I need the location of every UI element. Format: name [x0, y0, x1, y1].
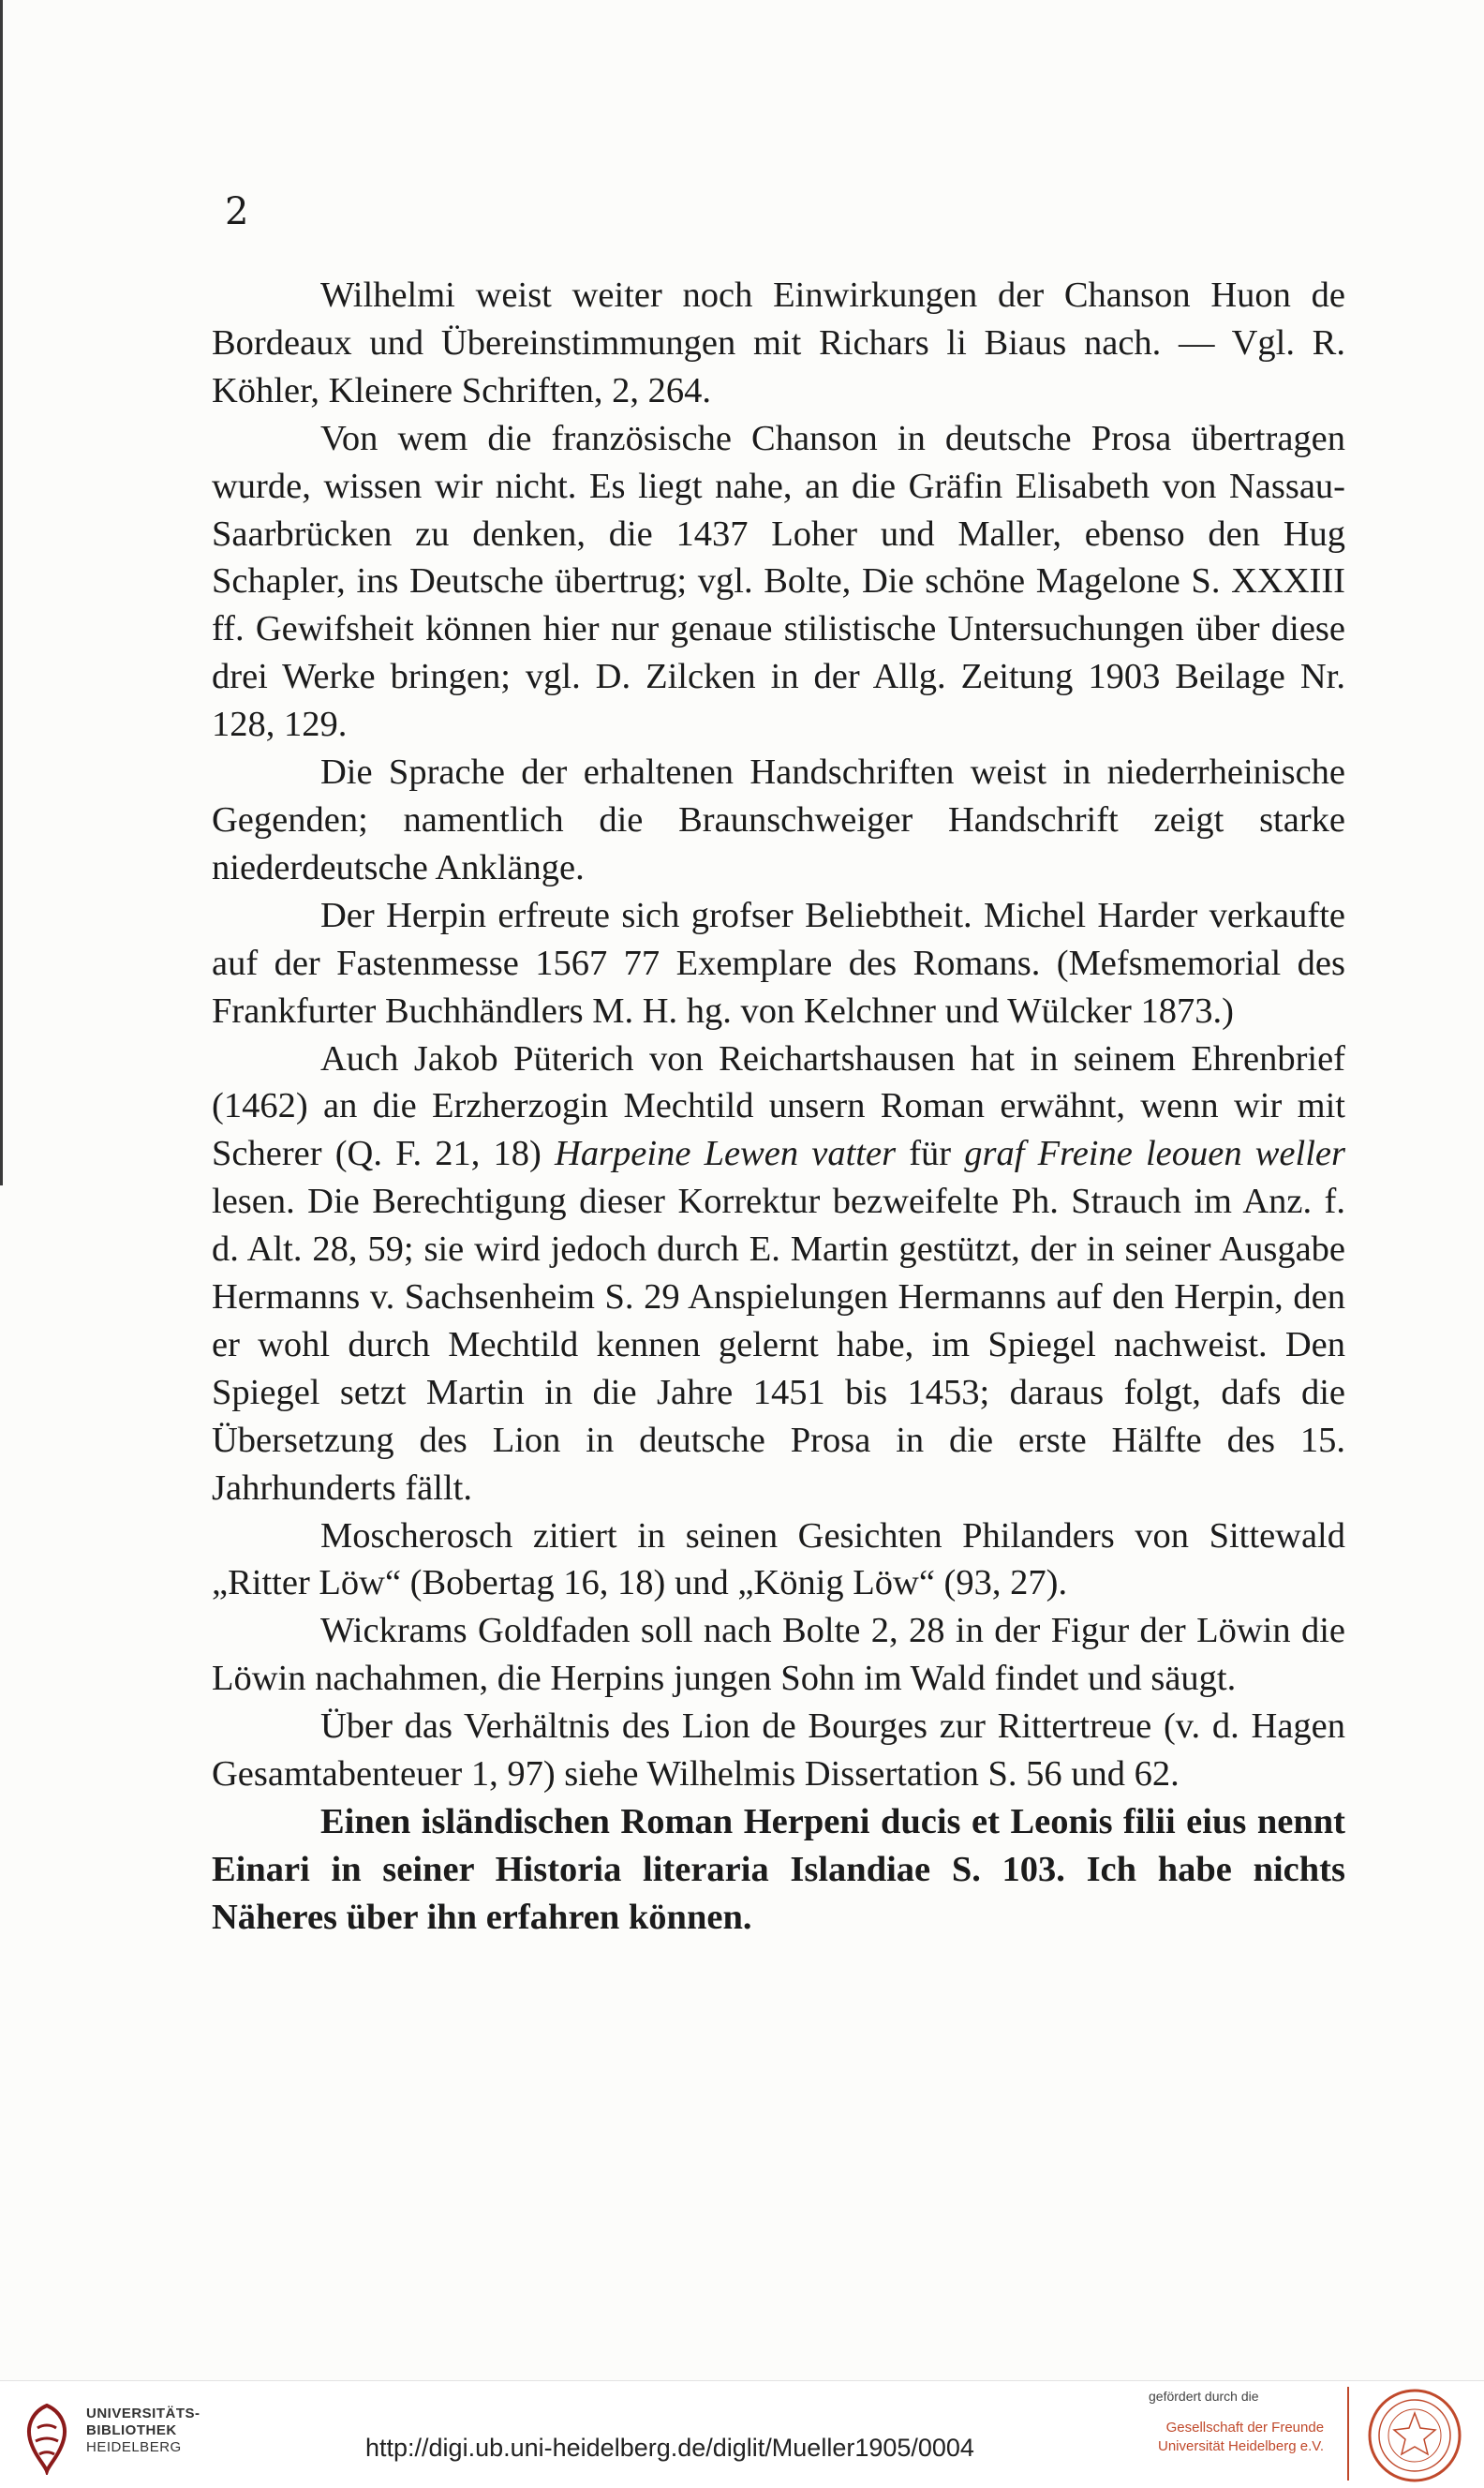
paragraph-wickram: Wickrams Goldfaden soll nach Bolte 2, 28 in der Figur der Löwin die Löwin nachahmen, die Herpins jungen Sohn im Wald findet und säugt.	[212, 1611, 1345, 1699]
sponsor-name-line2: Universität Heidelberg e.V.	[1158, 2438, 1325, 2454]
sponsor-name	[1158, 2419, 1324, 2456]
puterich-italic-2: graf Freine leouen weller	[964, 1134, 1345, 1174]
footer-divider	[1347, 2387, 1349, 2481]
puterich-text-before: Auch Jakob Püterich von Reichartshausen hat in seinem Ehrenbrief (1462) an die Erzherzogin Mechtild unsern Roman erwähnt, wenn wir mit Scherer (Q. F. 21, 18)	[212, 1038, 1345, 1174]
paragraph-language: Die Sprache der erhaltenen Handschriften weist in niederrheinische Gegenden; namentlich die Braunschweiger Handschrift zeigt starke niederdeutsche Anklänge.	[212, 752, 1345, 887]
paragraph-rittertreue: Über das Verhältnis des Lion de Bourges zur Rittertreue (v. d. Hagen Gesamtabenteuer 1, 97) siehe Wilhelmis Dissertation S. 56 und 62.	[212, 1706, 1345, 1795]
sponsor-label: gefördert durch die	[1149, 2389, 1259, 2404]
paragraph-wilhelmi: Wilhelmi weist weiter noch Einwirkungen der Chanson Huon de Bordeaux und Übereinstimmungen mit Richars li Biaus nach. — Vgl. R. Köhler, Kleinere Schriften, 2, 264.	[212, 276, 1345, 410]
puterich-italic-1: Harpeine Lewen vatter	[555, 1134, 897, 1174]
university-library-logo-icon	[13, 2400, 81, 2475]
page-edge-shadow	[0, 0, 3, 1185]
body-text	[212, 272, 1345, 1942]
page-number: 2	[225, 190, 249, 233]
footer-bar	[0, 2380, 1484, 2488]
puterich-text-mid: für	[896, 1134, 965, 1174]
paragraph-icelandic: Einen isländischen Roman Herpeni ducis et Leonis filii eius nennt Einari in seiner Historia literaria Islandiae S. 103. Ich habe nichts Näheres über ihn erfahren können.	[212, 1802, 1345, 1937]
library-name-line3: HEIDELBERG	[86, 2439, 182, 2455]
paragraph-puterich	[212, 1035, 1345, 1512]
library-name-line1: UNIVERSITÄTS-	[86, 2406, 200, 2421]
paragraph-moscherosch: Moscherosch zitiert in seinen Gesichten Philanders von Sittewald „Ritter Löw“ (Bobertag 16, 18) und „König Löw“ (93, 27).	[212, 1515, 1345, 1603]
paragraph-translation: Von wem die französische Chanson in deutsche Prosa übertragen wurde, wissen wir nicht. Es liegt nahe, an die Gräfin Elisabeth von Nassau-Saarbrücken zu denken, die 1437 Loher und Maller, ebenso den Hug Schapler, ins Deutsche übertrug; vgl. Bolte, Die schöne Magelone S. XXXIII ff. Gewifsheit können hier nur genaue stilistische Untersuchungen über diese drei Werke bringen; vgl. D. Zilcken in der Allg. Zeitung 1903 Beilage Nr. 128, 129.	[212, 418, 1345, 745]
puterich-text-after: lesen. Die Berechtigung dieser Korrektur bezweifelte Ph. Strauch im Anz. f. d. Alt. 28, 59; sie wird jedoch durch E. Martin gestützt, der in seiner Ausgabe Hermanns v. Sachsenheim S. 29 Anspielungen Hermanns auf den Herpin, den er wohl durch Mechtild kennen gelernt habe, im Spiegel nachweist. Den Spiegel setzt Martin in die Jahre 1451 bis 1453; daraus folgt, dafs die Übersetzung des Lion in deutsche Prosa in die erste Hälfte des 15. Jahrhunderts fällt.	[212, 1182, 1345, 1508]
sponsor-name-line1: Gesellschaft der Freunde	[1165, 2420, 1325, 2436]
paragraph-popularity: Der Herpin erfreute sich grofser Beliebtheit. Michel Harder verkaufte auf der Fastenmesse 1567 77 Exemplare des Romans. (Mefsmemorial des Frankfurter Buchhändlers M. H. hg. von Kelchner und Wülcker 1873.)	[212, 895, 1345, 1031]
library-name-line2: BIBLIOTHEK	[86, 2422, 177, 2438]
university-seal-icon	[1364, 2387, 1465, 2484]
permalink-url[interactable]: http://digi.ub.uni-heidelberg.de/diglit/Mueller1905/0004	[365, 2434, 974, 2462]
library-name	[86, 2406, 200, 2456]
